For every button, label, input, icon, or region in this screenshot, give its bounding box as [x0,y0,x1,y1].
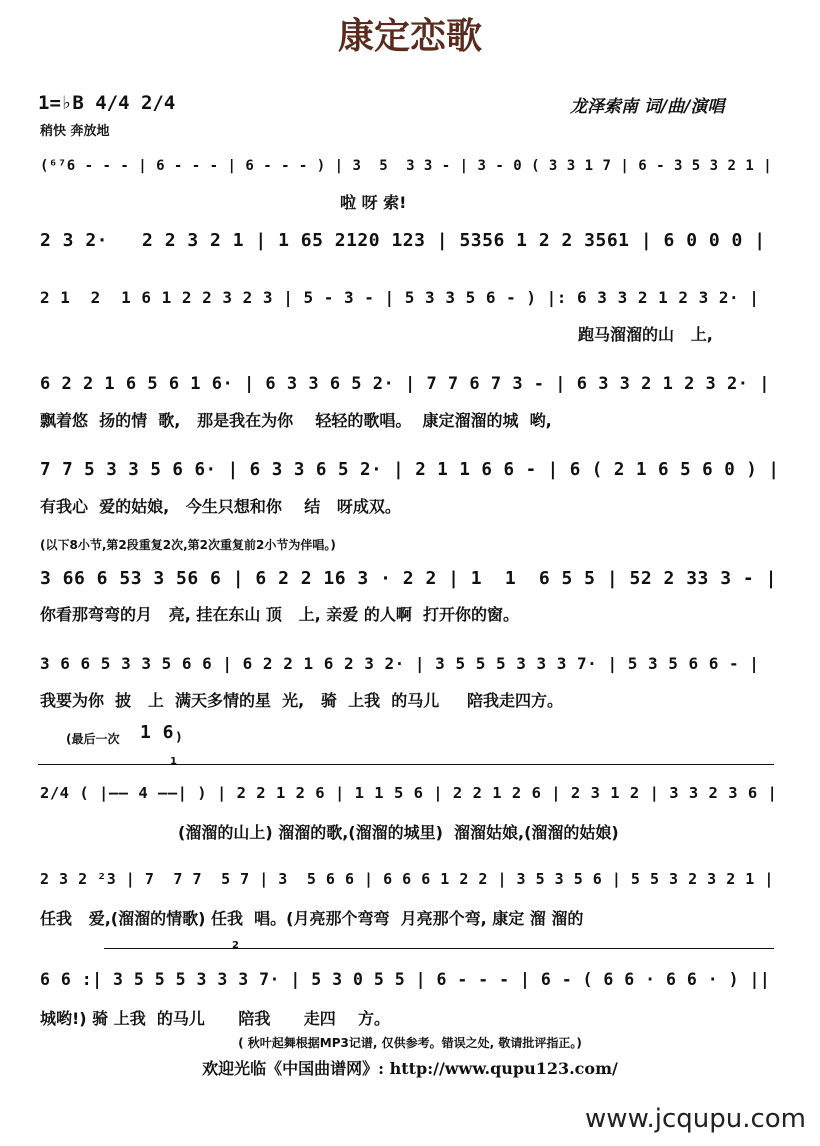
score-row-8: 2/4 ( |—— 4 ——| ) | 2 2 1 2 6 | 1 1 5 6 | 2 2 1 2 6 | 2 3 1 2 | 3 3 2 3 6 | [40,784,778,802]
volta-number-1: 1 [170,756,177,767]
footer-disclaimer: ( 秋叶起舞根据MP3记谱, 仅供参考。错误之处, 敬请批评指正。) [238,1036,582,1050]
volta-number-2: 2 [232,940,239,951]
watermark-text: www.jcqupu.com [585,1104,806,1134]
last-time-label: (最后一次 [66,732,120,746]
lyric-row-1: 啦 呀 索! [340,193,407,212]
score-row-3: 2 1 2 1 6 1 2 2 3 2 3 | 5 - 3 - | 5 3 3 5 6 - ) |: 6 3 3 2 1 2 3 2· | [40,288,760,307]
last-time-close: ) [176,730,182,744]
score-row-4: 6 2 2 1 6 5 6 1 6· | 6 3 3 6 5 2· | 7 7 6 7 3 - | 6 3 3 2 1 2 3 2· | [40,374,770,394]
score-row-5: 7 7 5 3 3 5 6 6· | 6 3 3 6 5 2· | 2 1 1 6 6 - | 6 ( 2 1 6 5 6 0 ) | [40,460,780,480]
page-title: 康定恋歌 [337,16,482,57]
tempo-marking: 稍快 奔放地 [40,124,110,139]
lyric-row-9: 任我 爱,(溜溜的情歌) 任我 唱。(月亮那个弯弯 月亮那个弯, 康定 溜 溜的 [40,909,584,928]
key-signature: 1=♭B 4/4 2/4 [38,92,176,114]
repeat-instruction: (以下8小节,第2段重复2次,第2次重复前2小节为伴唱。) [40,538,336,552]
volta-bracket-1 [38,764,774,765]
footer-welcome: 欢迎光临《中国曲谱网》: http://www.qupu123.com/ [202,1059,618,1078]
lyric-row-4: 飘着悠 扬的情 歌, 那是我在为你 轻轻的歌唱。 康定溜溜的城 哟, [40,411,552,430]
lyric-row-8: (溜溜的山上) 溜溜的歌,(溜溜的城里) 溜溜姑娘,(溜溜的姑娘) [178,823,619,842]
lyric-row-10: 城哟!) 骑 上我 的马儿 陪我 走四 方。 [40,1009,391,1028]
score-row-1: (⁶⁷6 - - - | 6 - - - | 6 - - - ) | 3 5 3 3 - | 3 - 0 ( 3 3 1 7 | 6 - 3 5 3 2 1 | [40,158,773,174]
score-row-9: 2 3 2 ²3 | 7 7 7 5 7 | 3 5 6 6 | 6 6 6 1 2 2 | 3 5 3 5 6 | 5 5 3 2 3 2 1 | [40,870,774,888]
lyric-row-3: 跑马溜溜的山 上, [578,325,713,344]
score-row-2: 2 3 2· 2 2 3 2 1 | 1 65 2120 123 | 5356 1 2 2 3561 | 6 0 0 0 | [40,230,766,251]
volta-bracket-2 [104,948,774,949]
score-row-10: 6 6 :| 3 5 5 5 3 3 3 7· | 5 3 0 5 5 | 6 - - - | 6 - ( 6 6 · 6 6 · ) || [40,970,771,989]
lyric-row-5: 有我心 爱的姑娘, 今生只想和你 结 呀成双。 [40,497,401,516]
last-time-notes: 1 6 [140,722,175,743]
score-row-6: 3 66 6 53 3 56 6 | 6 2 2 16 3 · 2 2 | 1 1 6 5 5 | 52 2 33 3 - | [40,568,777,589]
credit-line: 龙泽索南 词/曲/演唱 [570,97,725,117]
lyric-row-6: 你看那弯弯的月 亮, 挂在东山 顶 上, 亲爱 的人啊 打开你的窗。 [40,605,520,624]
score-row-7: 3 6 6 5 3 3 5 6 6 | 6 2 2 1 6 2 3 2· | 3 5 5 5 3 3 3 7· | 5 3 5 6 6 - | [40,654,760,673]
lyric-row-7: 我要为你 披 上 满天多情的星 光, 骑 上我 的马儿 陪我走四方。 [40,691,564,710]
